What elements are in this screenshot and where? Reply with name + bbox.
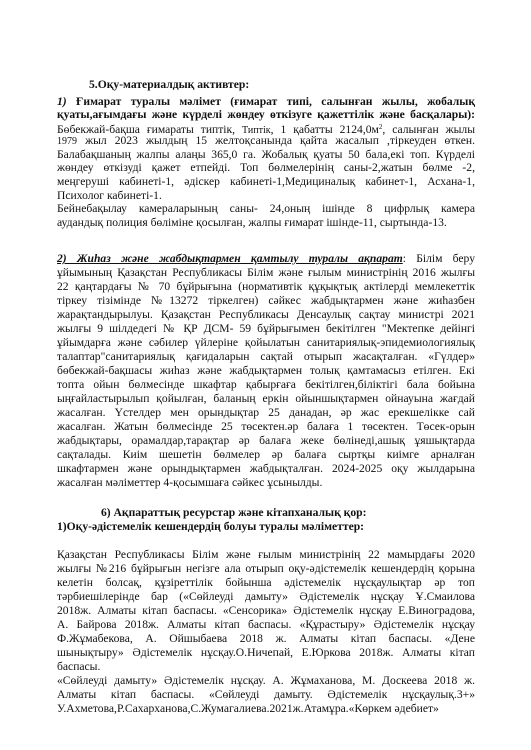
- p2-line: шкафтармен және орындықтармен жабдықталған. 2024-2025 оқу жылдарына: [57, 462, 475, 475]
- p2-line: жарақтандырылуы. Қазақстан Республикасы Денсаулық сақтау министрі 2021: [57, 308, 475, 321]
- s6-line: Қазақстан Республикасы Білім және ғылым министрінің 22 мамырдағы 2020: [57, 548, 475, 561]
- p2-line: топта ойын бөлмесінде шкафтар қабырғаға бекітілген,біліктігі бала бойына: [57, 378, 475, 391]
- p1-title-text1: Ғимарат туралы мәлімет (ғимарат типі, салынған жылы, жобалық: [66, 95, 475, 108]
- p1-text: , 1 қабатты 2124,0м: [270, 123, 379, 136]
- s6-line: А. Байрова 2018ж. Алматы кітап баспасы. «Құрастыру» Әдістемелік нұсқау: [57, 618, 475, 631]
- p2-line: талаптар"санитариялық қағидаларын сақтай отырып жасақталған. «Гүлдер»: [57, 350, 475, 363]
- p1-title-line2: қуаты,ағымдағы және күрделі жөндеу өткізуге қажеттілік және басқалары):: [57, 108, 475, 121]
- p2-line: тіркеу тізімінде №13272 тіркелген) сәйкес жабдықтармен және жиһазбен: [57, 294, 475, 307]
- s6-line: Ф.Жұмабекова, А. Ойшыбаева 2018 ж. Алматы кітап баспасы. «Дене: [57, 632, 475, 645]
- p2-line: ұйымының Қазақстан Республикасы Білім және ғылым министрінің 2016 жылғы: [57, 266, 475, 279]
- s6-line: баспасы.: [57, 660, 101, 673]
- p1-line: [57, 134, 475, 148]
- s6-line: 2018ж. Алматы кітап баспасы. «Сенсорика» Әдістемелік нұсқау Е.Виноградова,: [57, 604, 475, 617]
- p1-text-small: Типтік: [242, 125, 271, 136]
- p1-text: Бөбекжай-бақша ғимараты типтік,: [57, 123, 243, 136]
- p1-line: Балабақшаның жалпы алаңы 365,0 га. Жобалық қуаты 50 бала,екі топ. Күрделі: [57, 148, 475, 161]
- p2-line: бөбекжай-бақшасы жиһаз және жабдықтармен толық қамтамасыз етілген. Екі: [57, 364, 475, 377]
- p2-line: сақталады. Киім шешетін бөлмелер әр балаға сыртқы киімге арналған: [57, 448, 475, 461]
- p2-line: жасалған. Үстелдер мен орындықтар 25 данадан, әр жас ерекшелікке сай: [57, 406, 475, 419]
- section6-heading: 6) Ақпараттық ресурстар және кітапханалық қор:: [101, 506, 367, 519]
- p2-line: жылғы 9 шілдедегі № ҚР ДСМ- 59 бұйрығымен бекітілген "Мектепке дейінгі: [57, 322, 475, 335]
- p1-text-small: 1979: [57, 136, 77, 147]
- p1-line: Бейнебақылау камераларының саны- 24,оның ішінде 8 цифрлық камера: [57, 202, 475, 215]
- p1-line: аудандық полиция бөлiмiне қосылған, жалпы ғимарат ішінде-11, сыртында-13.: [57, 216, 447, 229]
- p1-line: Психолог кабинеті-1.: [57, 189, 162, 202]
- p2-text: : Білім беру: [402, 252, 475, 265]
- s6-line: тәрбиешілерінде бар («Сөйлеуді дамыту» Әдістемелік нұсқау Ұ.Смаилова: [57, 590, 475, 603]
- p2-line: ыңғайластырылып қойылған, баланың еркін ойыншықтармен ойнауына жағдай: [57, 392, 475, 405]
- section6-subheading: 1)Оқу-әдістемелік кешендердің болуы туралы мәліметтер:: [57, 520, 365, 533]
- p2-line: жасалған мәліметтер 4-қосымшаға сәйкес ұсынылды.: [57, 476, 323, 489]
- section5-heading: 5.Оқу-материалдық активтер:: [89, 78, 250, 91]
- p1-line: меңгеруші кабинеті-1, әдіскер кабинеті-1,Медициналық кабинет-1, Асхана-1,: [57, 175, 475, 188]
- s6-line: жылғы №216 бұйрығын негізге ала отырып оқу-әдістемелік кешендердің қорына: [57, 562, 475, 575]
- p1-line: жөндеу өткізуді қажет етпейді. Топ бөлмелерінің саны-2,жатын бөлме -2,: [57, 161, 475, 174]
- p2-title: 2) Жиһаз және жабдықтармен қамтылу туралы ақпарат: [57, 252, 403, 265]
- s6-line: Алматы кітап баспасы. «Сөйлеуді дамыту. Әдістемелік нұсқаулық.3+»: [57, 688, 475, 701]
- p2-line: 22 қаңтардағы № 70 бұйрығына (нормативтік құқықтық актілерді мемлекеттік: [57, 280, 475, 293]
- p1-title-line1: [57, 95, 475, 108]
- s6-line: У.Ахметова,Р.Сахарханова,С.Жумагалиева.2021ж.Атамұра.«Көркем әдебиет»: [57, 702, 439, 715]
- superscript: 2: [378, 123, 383, 131]
- s6-line: шынықтыру» Әдістемелік нұсқау.О.Ничепай, Е.Юркова 2018ж. Алматы кітап: [57, 646, 475, 659]
- p1-title-num: 1): [57, 95, 67, 108]
- p1-text: , салынған жылы: [382, 123, 475, 136]
- s6-line: келетін болсақ, құзіреттілік бойынша әдістемелік нұсқаулықтар әр топ: [57, 576, 475, 589]
- p2-line: жасалған. Жатын бөлмесінде 25 төсектен.әр балаға 1 төсектен. Төсек-орын: [57, 420, 475, 433]
- s6-line: «Сөйлеуді дамыту» Әдістемелік нұсқау. А. Жұмаханова, М. Доскеева 2018 ж.: [57, 674, 475, 687]
- p2-line: ұйымдарға және сәбилер үйлеріне қойылатын санитариялық-эпидемиологиялық: [57, 336, 475, 349]
- p2-line: жабдықтары, орамалдар,тарақтар әр балаға жеке бөлінеді,ашық ұяшықтарда: [57, 434, 475, 447]
- p2-line-first: [57, 252, 475, 265]
- p1-text: жыл 2023 жылдың 15 желтоқсанында қайта жасалып ,тіркеуден өткен.: [77, 134, 475, 147]
